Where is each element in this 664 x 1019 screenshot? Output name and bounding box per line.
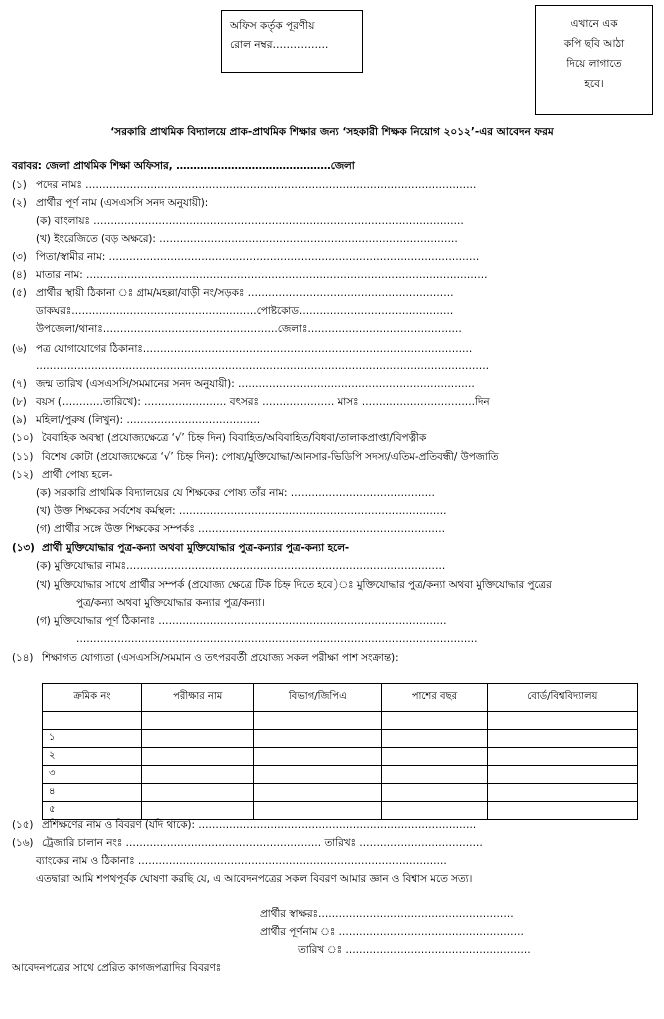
cell[interactable] [487, 712, 637, 730]
form-title: ‘সরকারি প্রাথমিক বিদ্যালয়ে প্রাক-প্রাথমিক শিক্ষার জন্য ‘সহকারী শিক্ষক নিয়োগ ২০১২’-এর আবেদন ফরম [110, 126, 554, 138]
col-division: বিভাগ/জিপিএ [254, 684, 382, 712]
cell[interactable] [142, 748, 254, 766]
col-board: বোর্ড/বিশ্ববিদ্যালয় [487, 684, 637, 712]
cell[interactable] [254, 748, 382, 766]
office-use-box [221, 10, 363, 73]
cell[interactable] [254, 784, 382, 802]
row-serial: ১ [43, 730, 142, 748]
cell[interactable] [142, 766, 254, 784]
cell[interactable] [382, 748, 488, 766]
cell[interactable] [254, 712, 382, 730]
cell[interactable] [142, 784, 254, 802]
photo-line-3: দিয়ে লাগাতে [566, 58, 622, 70]
cell[interactable] [487, 748, 637, 766]
cell[interactable] [487, 802, 637, 820]
col-serial: ক্রমিক নং [43, 684, 142, 712]
table-header-row [43, 684, 638, 712]
cell[interactable] [487, 784, 637, 802]
row-serial: ৩ [43, 766, 142, 784]
cell[interactable] [142, 712, 254, 730]
cell[interactable] [254, 766, 382, 784]
cell[interactable] [382, 712, 488, 730]
table-row [43, 730, 638, 748]
cell[interactable] [142, 802, 254, 820]
cell[interactable] [254, 802, 382, 820]
table-row [43, 784, 638, 802]
cell[interactable] [254, 730, 382, 748]
photo-line-2: কপি ছবি আঠা [563, 38, 625, 50]
photo-line-1: এখানে এক [570, 18, 618, 30]
cell[interactable] [382, 766, 488, 784]
photo-line-4: হবে। [584, 78, 604, 90]
photo-box[interactable] [535, 5, 653, 115]
cell[interactable] [382, 802, 488, 820]
col-year: পাশের বছর [382, 684, 488, 712]
row-serial: ৫ [43, 802, 142, 820]
table-row [43, 802, 638, 820]
roll-number-field[interactable]: রোল নম্বর……………. [230, 39, 329, 51]
cell[interactable] [487, 766, 637, 784]
col-exam: পরীক্ষার নাম [142, 684, 254, 712]
cell[interactable] [382, 784, 488, 802]
cell[interactable] [487, 730, 637, 748]
row-serial [43, 712, 142, 730]
table-row [43, 712, 638, 730]
row-serial: ২ [43, 748, 142, 766]
education-table [42, 683, 638, 820]
office-use-label: অফিস কর্তৃক পূরণীয় [230, 20, 315, 32]
table-row [43, 748, 638, 766]
row-serial: ৪ [43, 784, 142, 802]
cell[interactable] [142, 730, 254, 748]
table-row [43, 766, 638, 784]
cell[interactable] [382, 730, 488, 748]
